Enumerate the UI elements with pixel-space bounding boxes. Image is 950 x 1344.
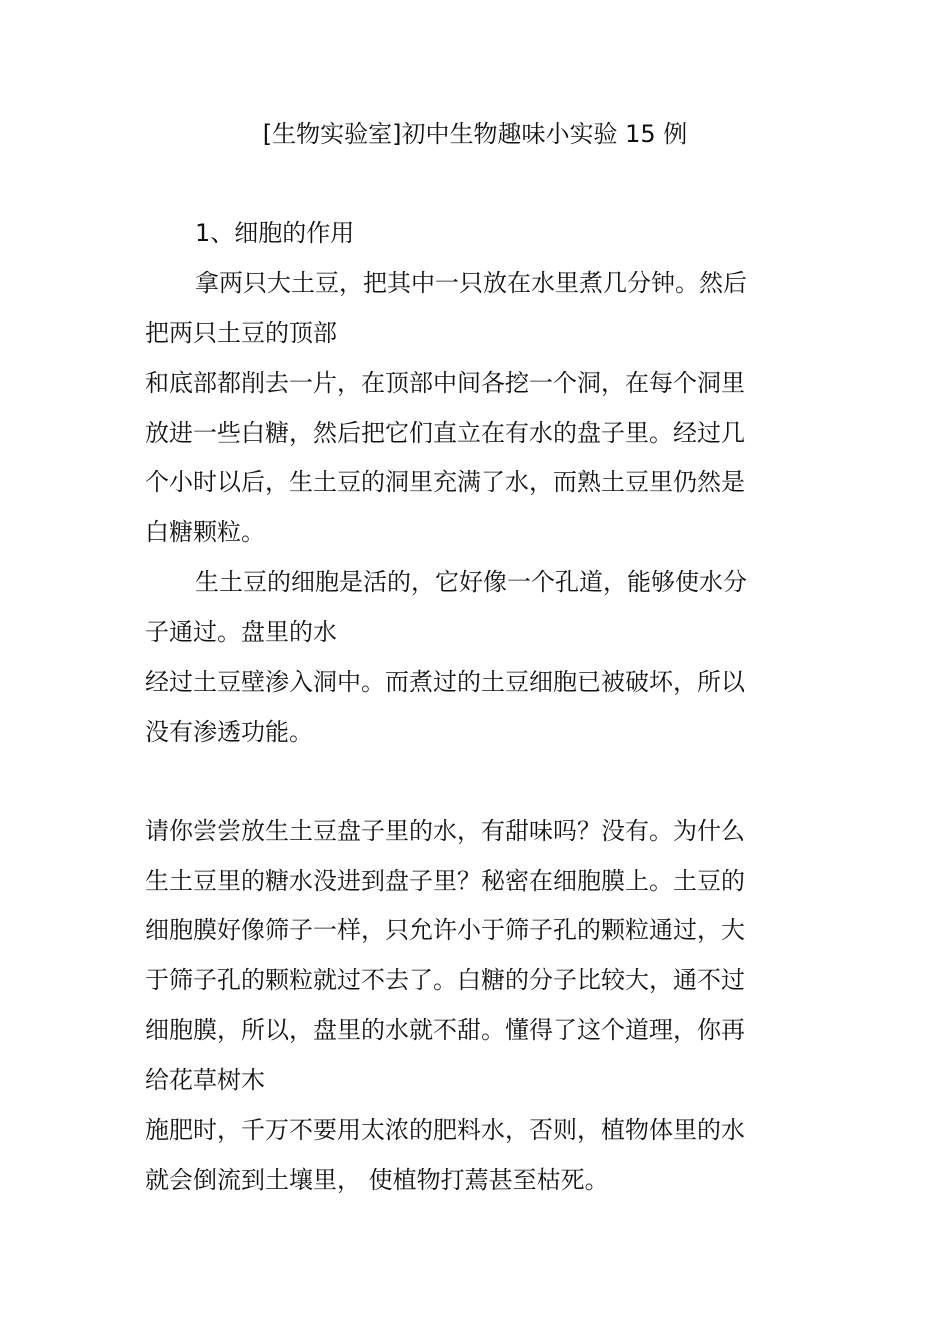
text-line: 生土豆的细胞是活的，它好像一个孔道，能够使水分	[195, 568, 747, 596]
text-line: 细胞膜，所以，盘里的水就不甜。懂得了这个道理，你再	[145, 1016, 745, 1044]
text-line: 把两只土豆的顶部	[145, 319, 337, 347]
text-line: 没有渗透功能。	[145, 718, 313, 746]
text-line: 子通过。盘里的水	[145, 618, 337, 646]
text-line: 请你尝尝放生土豆盘子里的水，有甜味吗？没有。为什么	[145, 817, 745, 845]
text-line: 于筛子孔的颗粒就过不去了。白糖的分子比较大，通不过	[145, 966, 745, 994]
text-line: 细胞膜好像筛子一样，只允许小于筛子孔的颗粒通过，大	[145, 916, 745, 944]
text-line: 拿两只大土豆，把其中一只放在水里煮几分钟。然后	[195, 269, 747, 297]
text-line: 放进一些白糖，然后把它们直立在有水的盘子里。经过几	[145, 419, 745, 447]
text-line: 白糖颗粒。	[145, 518, 265, 546]
text-line: 个小时以后，生土豆的洞里充满了水，而熟土豆里仍然是	[145, 468, 745, 496]
section-heading: 1、细胞的作用	[195, 219, 355, 247]
text-line: 施肥时，千万不要用太浓的肥料水，否则，植物体里的水	[145, 1116, 745, 1144]
document-title: [生物实验室]初中生物趣味小实验 15 例	[262, 120, 688, 148]
text-line: 就会倒流到土壤里， 使植物打蔫甚至枯死。	[145, 1166, 609, 1194]
text-line: 给花草树木	[145, 1066, 265, 1094]
text-line: 经过土豆壁渗入洞中。而煮过的土豆细胞已被破坏，所以	[145, 668, 745, 696]
text-line: 生土豆里的糖水没进到盘子里？秘密在细胞膜上。土豆的	[145, 867, 745, 895]
text-line: 和底部都削去一片，在顶部中间各挖一个洞，在每个洞里	[145, 369, 745, 397]
